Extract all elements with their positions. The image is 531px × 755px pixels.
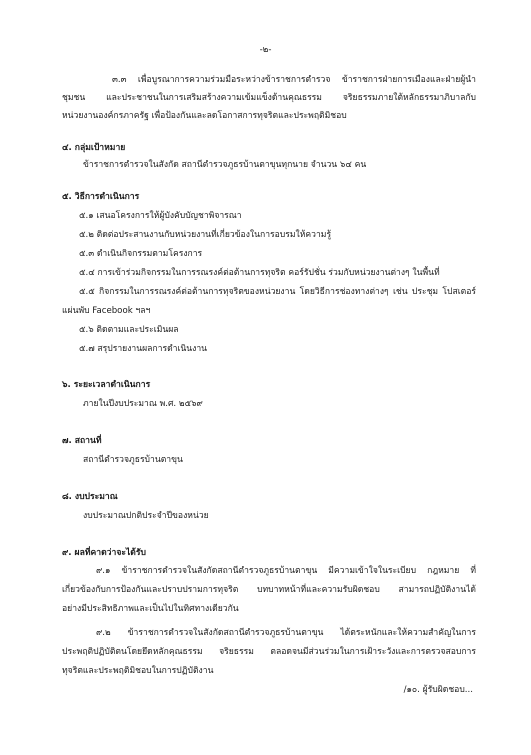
duration-heading: ๖. ระยะเวลาดำเนินการ: [62, 380, 151, 390]
objective-3-3-line-1: ๓.๓ เพื่อบูรณาการความร่วมมือระหว่างข้าราชการตำรวจ ข้าราชการฝ่ายการเมืองและฝ่ายผู้นำ: [112, 75, 476, 85]
location-heading: ๗. สถานที่: [62, 436, 102, 446]
method-item-5-3: ๕.๓ ดำเนินกิจกรรมตามโครงการ: [79, 249, 203, 259]
target-group-text: ข้าราชการตำรวจในสังกัด สถานีตำรวจภูธรบ้านตาขุนทุกนาย จำนวน ๖๔ คน: [83, 160, 367, 170]
duration-text: ภายในปีงบประมาณ พ.ศ. ๒๕๖๙: [83, 399, 203, 409]
expected-results-heading: ๙. ผลที่คาดว่าจะได้รับ: [62, 548, 146, 558]
expected-result-9-2-line-2: ประพฤติปฏิบัติตนโดยยึดหลักคุณธรรม จริยธรรม ตลอดจนมีส่วนร่วมในการเฝ้าระวังและการตรวจสอบการ: [62, 647, 476, 657]
objective-3-3-line-2: ชุมชน และประชาชนในการเสริมสร้างความเข้มแข็งด้านคุณธรรม จริยธรรมภายใต้หลักธรรมาภิบาลกับ: [62, 93, 476, 103]
method-item-5-1: ๕.๑ เสนอโครงการให้ผู้บังคับบัญชาพิจารณา: [79, 211, 242, 221]
expected-result-9-1-line-3: อย่างมีประสิทธิภาพและเป็นไปในทิศทางเดียวกัน: [62, 604, 239, 614]
target-group-heading: ๔. กลุ่มเป้าหมาย: [62, 143, 126, 153]
page-number: -๒-: [259, 45, 272, 55]
method-item-5-4: ๕.๔ การเข้าร่วมกิจกรรมในการรณรงค์ต่อต้านการทุจริต คอร์รัปชั่น ร่วมกับหน่วยงานต่างๆ ในพื้นที่: [79, 268, 440, 278]
method-item-5-2: ๕.๒ ติดต่อประสานงานกับหน่วยงานที่เกี่ยวข้องในการอบรมให้ความรู้: [79, 230, 332, 240]
objective-3-3-line-3: หน่วยงานองค์กรภาครัฐ เพื่อป้องกันและลดโอกาสการทุจริตและประพฤติมิชอบ: [62, 111, 347, 121]
method-item-5-5-line-2: แผ่นพับ Facebook ฯลฯ: [62, 306, 151, 316]
method-item-5-5-line-1: ๕.๕ กิจกรรมในการรณรงค์ต่อต้านการทุจริตของหน่วยงาน โดยวิธีการช่องทางต่างๆ เช่น ประชุม โปสเตอร์: [79, 287, 476, 297]
expected-result-9-1-line-2: เกี่ยวข้องกับการป้องกันและปราบปรามการทุจริต บทบาทหน้าที่และความรับผิดชอบ สามารถปฏิบัติงานได้: [62, 585, 476, 595]
methods-heading: ๕. วิธีการดำเนินการ: [62, 192, 140, 202]
expected-result-9-2-line-1: ๙.๒ ข้าราชการตำรวจในสังกัดสถานีตำรวจภูธรบ้านตาขุน ได้ตระหนักและให้ความสำคัญในการ: [96, 628, 476, 638]
expected-result-9-1-line-1: ๙.๑ ข้าราชการตำรวจในสังกัดสถานีตำรวจภูธรบ้านตาขุน มีความเข้าใจในระเบียบ กฎหมาย ที่: [96, 566, 476, 576]
continuation-note: /๑๐. ผู้รับผิดชอบ...: [403, 685, 473, 695]
method-item-5-7: ๕.๗ สรุปรายงานผลการดำเนินงาน: [79, 344, 208, 354]
expected-result-9-2-line-3: ทุจริตและประพฤติมิชอบในการปฏิบัติงาน: [62, 666, 214, 676]
location-text: สถานีตำรวจภูธรบ้านตาขุน: [83, 455, 183, 465]
budget-heading: ๘. งบประมาณ: [62, 492, 118, 502]
budget-text: งบประมาณปกติประจำปีของหน่วย: [83, 511, 209, 521]
method-item-5-6: ๕.๖ ติดตามและประเมินผล: [79, 325, 179, 335]
